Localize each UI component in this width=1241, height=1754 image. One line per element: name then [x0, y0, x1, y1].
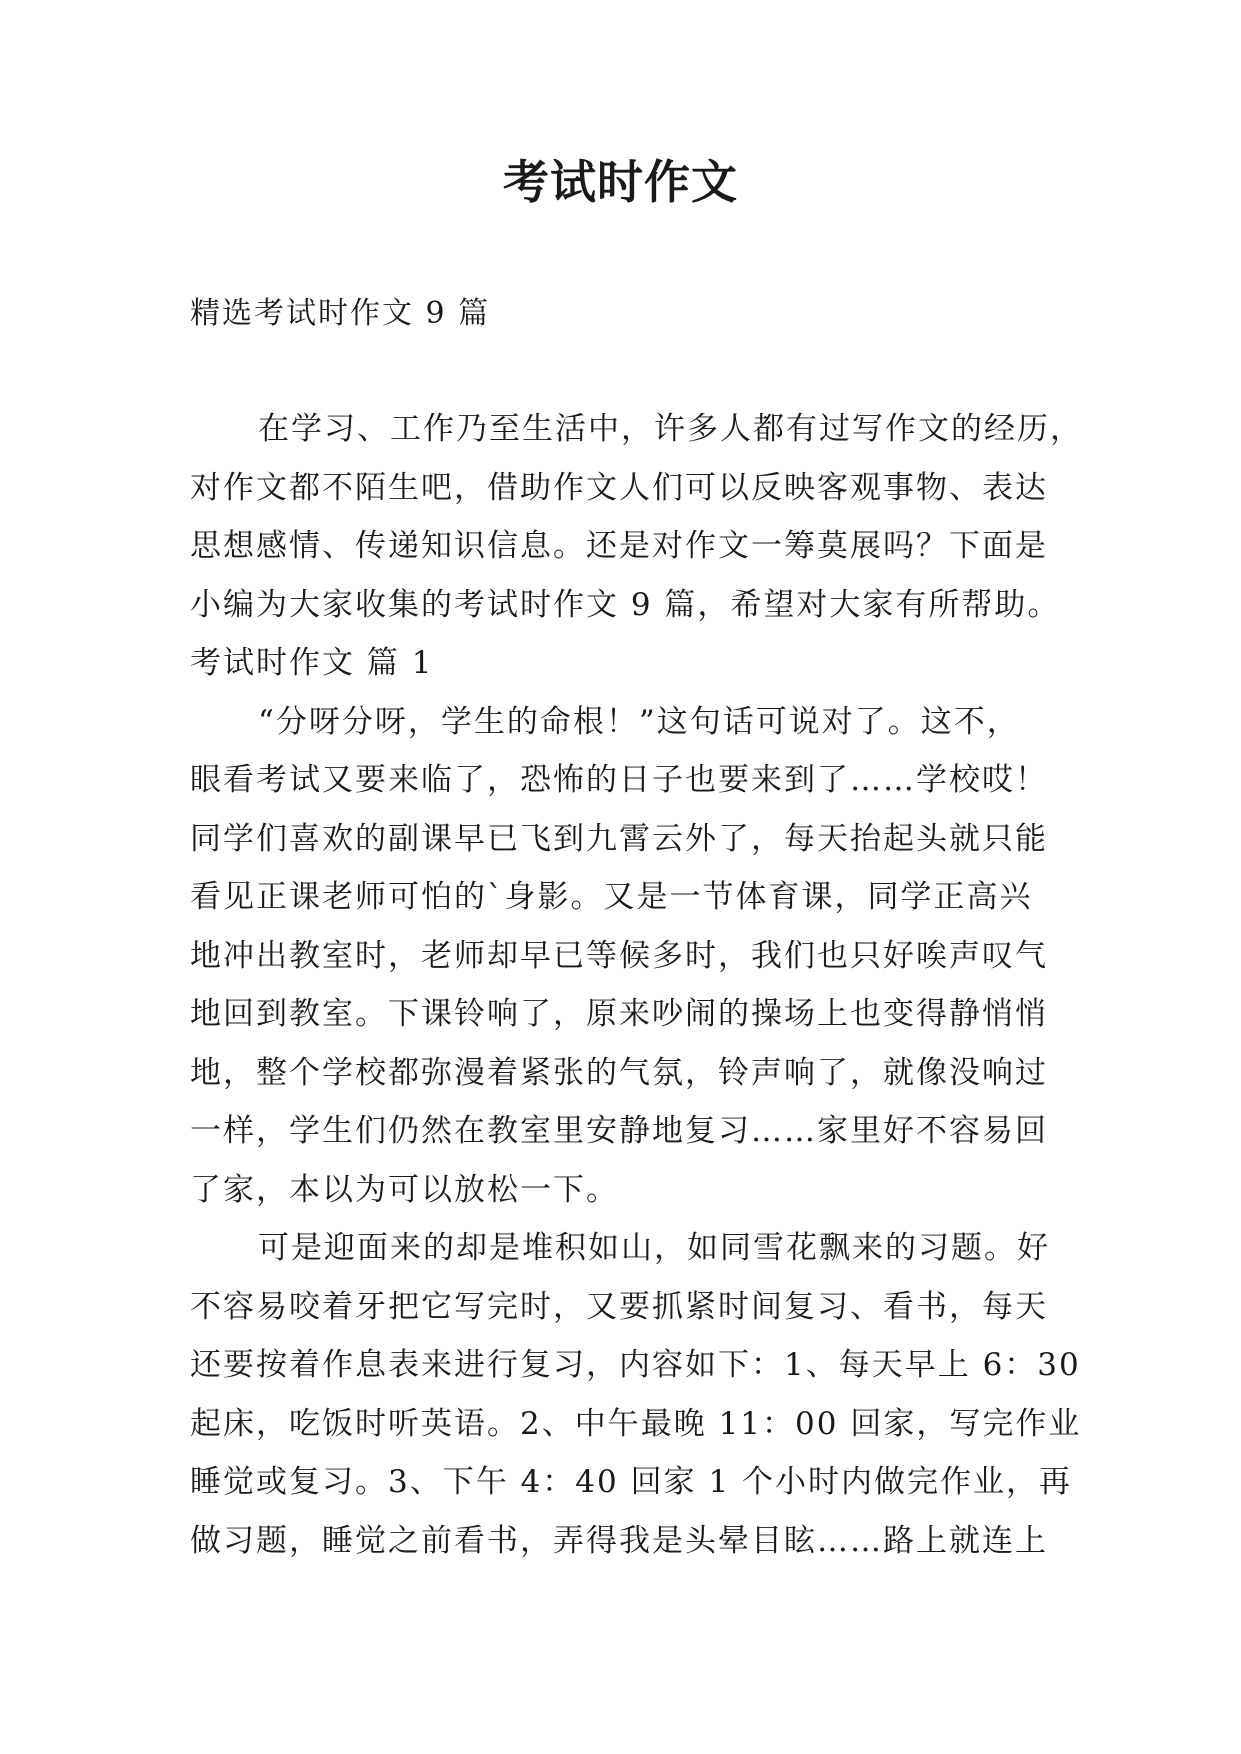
text-line: 了家，本以为可以放松一下。: [190, 1171, 619, 1208]
text-line: 可是迎面来的却是堆积如山，如同雪花飘来的习题。好: [258, 1230, 1050, 1266]
text-line: 地回到教室。下课铃响了，原来吵闹的操场上也变得静悄悄: [190, 996, 1048, 1032]
text-line: 在学习、工作乃至生活中，许多人都有过写作文的经历，: [258, 411, 1083, 447]
text-line: 思想感情、传递知识信息。还是对作文一筹莫展吗？下面是: [190, 528, 1048, 564]
text-line: “分呀分呀，学生的命根！”这句话可说对了。这不，: [258, 703, 1020, 740]
document-title: 考试时作文: [503, 155, 738, 209]
text-line: 同学们喜欢的副课早已飞到九霄云外了，每天抬起头就只能: [190, 820, 1048, 857]
text-line: 还要按着作息表来进行复习，内容如下：1、每天早上 6：30: [190, 1347, 1081, 1383]
text-line: 一样，学生们仍然在教室里安静地复习……家里好不容易回: [190, 1113, 1048, 1149]
text-line: 眼看考试又要来临了，恐怖的日子也要来到了……学校哎！: [190, 762, 1048, 798]
text-line: 地，整个学校都弥漫着紧张的气氛，铃声响了，就像没响过: [190, 1054, 1048, 1091]
document-body: [190, 400, 1083, 1570]
text-line: 考试时作文 篇 1: [190, 645, 434, 681]
text-line: 对作文都不陌生吧，借助作文人们可以反映客观事物、表达: [190, 469, 1048, 506]
text-line: 睡觉或复习。3、下午 4：40 回家 1 个小时内做完作业，再: [190, 1464, 1073, 1500]
text-line: 做习题，睡觉之前看书，弄得我是头晕目眩……路上就连上: [190, 1522, 1048, 1559]
text-line: 不容易咬着牙把它写完时，又要抓紧时间复习、看书，每天: [190, 1288, 1048, 1325]
text-line: 起床，吃饭时听英语。2、中午最晚 11：00 回家，写完作业: [190, 1405, 1082, 1442]
text-line: 看见正课老师可怕的`身影。又是一节体育课，同学正高兴: [190, 879, 1033, 915]
text-line: 小编为大家收集的考试时作文 9 篇，希望对大家有所帮助。: [190, 586, 1061, 623]
document-subtitle: 精选考试时作文 9 篇: [190, 296, 491, 331]
text-line: 地冲出教室时，老师却早已等候多时，我们也只好唉声叹气: [190, 937, 1048, 974]
